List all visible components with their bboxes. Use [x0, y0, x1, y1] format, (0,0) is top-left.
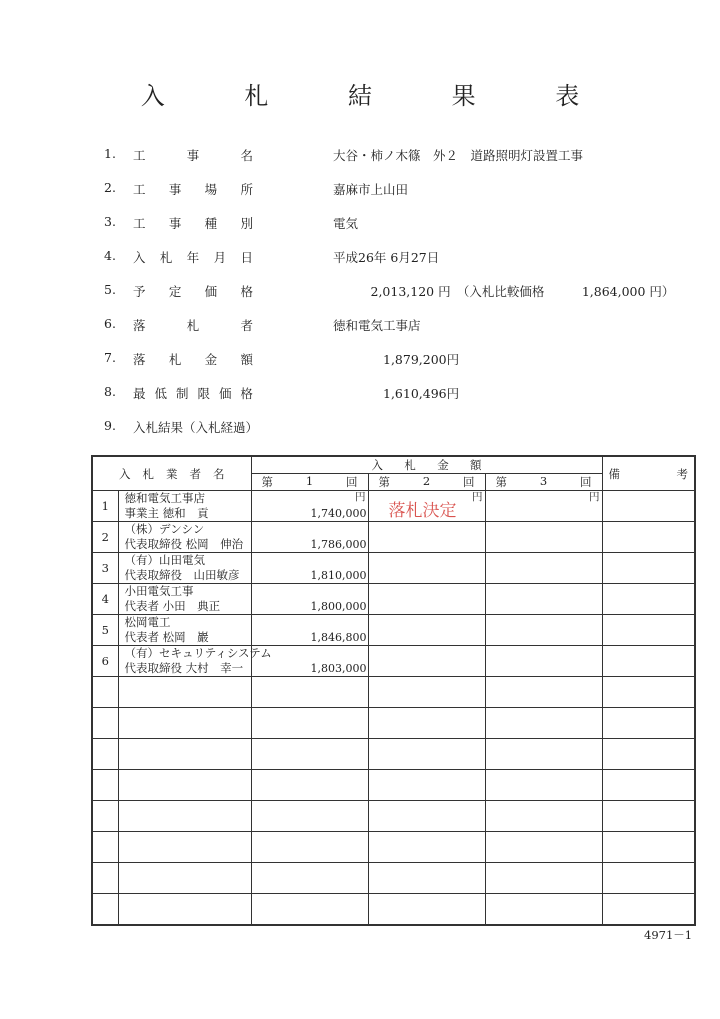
table-row: [92, 615, 695, 646]
empty-cell: [602, 677, 695, 708]
bidder-name: [118, 646, 272, 677]
bidder-representative: 事業主 徳和 貢: [124, 506, 209, 520]
header-char: 者: [189, 466, 201, 481]
row-number: 5: [92, 615, 118, 646]
info-label-char: 入: [133, 250, 146, 265]
empty-cell: [485, 770, 602, 801]
info-row: [0, 180, 720, 200]
header-char: 考: [676, 466, 689, 481]
info-label-char: 最: [133, 386, 146, 401]
bid-round-3: [485, 646, 602, 677]
empty-cell: [251, 863, 368, 894]
empty-cell: [602, 739, 695, 770]
bid-round-2: [368, 584, 485, 615]
empty-cell: [118, 677, 251, 708]
remarks-cell: [602, 646, 695, 677]
empty-cell: [251, 770, 368, 801]
round-char: 第: [261, 475, 273, 489]
empty-cell: [485, 677, 602, 708]
bidder-name: [118, 522, 251, 553]
info-label-char: 者: [240, 318, 253, 333]
info-row: [0, 350, 720, 370]
round-char: 回: [580, 475, 592, 489]
empty-cell: [602, 863, 695, 894]
info-label-char: 事: [186, 148, 200, 163]
empty-cell: [602, 832, 695, 863]
empty-cell: [92, 863, 118, 894]
remarks-cell: [602, 522, 695, 553]
info-label-char: 月: [213, 250, 227, 265]
header-char: 名: [213, 466, 225, 481]
info-row: [0, 316, 720, 336]
bid-amount: 1,740,000: [310, 507, 367, 520]
info-number: 4.: [104, 248, 116, 263]
empty-cell: [92, 677, 118, 708]
bidder-representative: 代表取締役 大村 幸一: [124, 661, 244, 675]
empty-row: [92, 677, 695, 708]
info-label-char: 札: [168, 352, 182, 367]
empty-row: [92, 801, 695, 832]
info-number: 1.: [104, 146, 116, 161]
info-label-text: 入札結果（入札経過）: [133, 420, 259, 435]
info-row: [0, 214, 720, 234]
bidder-company: （有）山田電気: [124, 553, 205, 567]
info-label-char: 落: [133, 318, 146, 333]
empty-cell: [251, 832, 368, 863]
bid-amount: 1,846,800: [310, 631, 367, 644]
info-label-char: 額: [240, 352, 253, 367]
info-label-char: 価: [218, 386, 232, 401]
remarks-cell: [602, 553, 695, 584]
info-label: [133, 214, 253, 232]
bid-round-1: [251, 615, 368, 646]
empty-cell: [485, 863, 602, 894]
info-value: 2,013,120 円 （入札比較価格 1,864,000 円）: [333, 284, 675, 299]
bid-round-3: [485, 553, 602, 584]
round-char: 回: [462, 475, 475, 489]
bidder-representative: 代表者 松岡 巖: [124, 630, 209, 644]
empty-cell: [368, 770, 485, 801]
empty-cell: [602, 801, 695, 832]
empty-cell: [118, 708, 251, 739]
bidder-name: [118, 553, 251, 584]
award-stamp: 落札決定: [388, 501, 457, 521]
bid-amount: 1,786,000: [310, 538, 367, 551]
info-value: 1,610,496円: [333, 386, 460, 401]
empty-cell: [485, 894, 602, 925]
info-label-char: 日: [240, 250, 253, 265]
bidder-name: [118, 615, 251, 646]
info-label-char: 予: [133, 284, 146, 299]
round-label: [486, 474, 602, 490]
empty-cell: [118, 863, 251, 894]
info-label-char: 格: [240, 386, 253, 401]
info-number: 3.: [104, 214, 116, 229]
round-header: [251, 474, 368, 491]
info-label-char: 定: [168, 284, 182, 299]
empty-cell: [118, 894, 251, 925]
empty-cell: [485, 801, 602, 832]
bidder-company: （有）セキュリティシステム: [124, 646, 272, 660]
empty-cell: [118, 801, 251, 832]
bidder-representative: 代表取締役 山田敏彦: [124, 568, 240, 582]
empty-cell: [368, 739, 485, 770]
header-bidder-name: [92, 456, 251, 491]
bid-amount: 1,810,000: [310, 569, 367, 582]
row-number: 2: [92, 522, 118, 553]
bid-round-3: [485, 615, 602, 646]
info-value: 1,879,200円: [333, 352, 460, 367]
yen-unit: 円: [355, 491, 366, 503]
header-remarks: [602, 456, 695, 491]
info-row: [0, 282, 720, 302]
table-row: [92, 522, 695, 553]
bid-amount: 1,803,000: [310, 662, 367, 675]
bidder-company: 小田電気工事: [124, 584, 194, 598]
header-char: 金: [437, 458, 449, 472]
empty-cell: [368, 801, 485, 832]
info-value: 平成26年 6月27日: [333, 250, 440, 265]
round-header: [485, 474, 602, 491]
bid-round-3: [485, 584, 602, 615]
info-value: 電気: [333, 216, 359, 231]
info-label-char: 事: [168, 182, 182, 197]
empty-cell: [368, 863, 485, 894]
empty-cell: [485, 832, 602, 863]
info-label: [133, 282, 253, 300]
table-row: [92, 553, 695, 584]
empty-row: [92, 894, 695, 925]
info-label: [133, 350, 253, 368]
info-row: [0, 248, 720, 268]
bid-round-2: [368, 615, 485, 646]
info-label-char: 低: [154, 386, 167, 401]
info-label-char: 工: [133, 148, 146, 163]
round-char: 第: [378, 475, 390, 489]
bidder-representative: 代表取締役 松岡 伸治: [124, 537, 244, 551]
info-value: 徳和電気工事店: [333, 318, 421, 333]
info-label-char: 年: [186, 250, 200, 265]
table-row: [92, 646, 695, 677]
info-label: [133, 180, 253, 198]
bid-round-1: [251, 646, 368, 677]
empty-cell: [251, 708, 368, 739]
info-row: [0, 418, 720, 438]
header-char: 額: [470, 458, 482, 472]
info-label-char: 限: [197, 386, 210, 401]
info-label: [133, 384, 253, 402]
header-char: 入: [119, 466, 131, 481]
empty-cell: [92, 708, 118, 739]
round-char: 1: [305, 474, 314, 488]
empty-cell: [251, 801, 368, 832]
info-number: 8.: [104, 384, 116, 399]
page-title: 入 札 結 果 表: [140, 82, 616, 110]
empty-cell: [92, 801, 118, 832]
empty-cell: [368, 708, 485, 739]
empty-cell: [602, 708, 695, 739]
bid-round-1: [251, 491, 368, 522]
empty-row: [92, 739, 695, 770]
info-label-char: 工: [133, 182, 146, 197]
row-number: 3: [92, 553, 118, 584]
remarks-cell: [602, 615, 695, 646]
info-number: 2.: [104, 180, 116, 195]
bid-round-2: [368, 522, 485, 553]
remarks-cell: [602, 491, 695, 522]
info-label-char: 制: [175, 386, 189, 401]
bidder-company: （株）デンシン: [124, 522, 205, 536]
remarks-cell: [602, 584, 695, 615]
info-label-char: 名: [240, 148, 253, 163]
empty-cell: [118, 832, 251, 863]
empty-cell: [368, 832, 485, 863]
info-label-char: 落: [133, 352, 146, 367]
info-label-char: 札: [186, 318, 200, 333]
info-value: 大谷・柿ノ木篠 外２ 道路照明灯設置工事: [333, 148, 584, 163]
round-header: [368, 474, 485, 491]
round-char: 2: [422, 474, 431, 488]
info-label-char: 別: [240, 216, 253, 231]
bidder-name: [118, 491, 251, 522]
info-number: 7.: [104, 350, 116, 365]
info-label-char: 札: [159, 250, 173, 265]
info-value: 嘉麻市上山田: [333, 182, 409, 197]
header-char: 札: [142, 466, 154, 481]
info-label: [133, 146, 253, 164]
header-char: 入: [371, 458, 383, 472]
bid-round-1: [251, 553, 368, 584]
empty-row: [92, 863, 695, 894]
empty-cell: [251, 894, 368, 925]
empty-cell: [92, 739, 118, 770]
empty-row: [92, 832, 695, 863]
round-label: [252, 474, 368, 490]
info-label-char: 金: [204, 352, 218, 367]
empty-cell: [602, 894, 695, 925]
header-char: 札: [404, 458, 416, 472]
info-row: [0, 384, 720, 404]
bidder-company: 徳和電気工事店: [124, 491, 205, 505]
info-label-char: 価: [204, 284, 218, 299]
round-char: 3: [539, 474, 548, 488]
bid-round-2: [368, 491, 485, 522]
yen-unit: 円: [589, 491, 600, 503]
empty-cell: [368, 677, 485, 708]
bid-round-1: [251, 522, 368, 553]
info-row: [0, 146, 720, 166]
bid-round-3: [485, 491, 602, 522]
row-number: 1: [92, 491, 118, 522]
empty-cell: [118, 770, 251, 801]
info-label-char: 工: [133, 216, 146, 231]
yen-unit: 円: [472, 491, 483, 503]
info-number: 5.: [104, 282, 116, 297]
empty-cell: [251, 677, 368, 708]
bid-round-1: [251, 584, 368, 615]
header-char: 業: [166, 466, 178, 481]
row-number: 4: [92, 584, 118, 615]
info-label-char: 事: [168, 216, 182, 231]
bid-round-2: [368, 646, 485, 677]
info-number: 6.: [104, 316, 116, 331]
info-label-char: 種: [204, 216, 218, 231]
bid-amount: 1,800,000: [310, 600, 367, 613]
empty-cell: [368, 894, 485, 925]
round-char: 第: [495, 475, 507, 489]
empty-cell: [92, 832, 118, 863]
info-label: [133, 316, 253, 334]
empty-cell: [92, 770, 118, 801]
bidder-name: [118, 584, 251, 615]
empty-cell: [485, 708, 602, 739]
bid-results-table: [91, 455, 696, 926]
info-label-char: 所: [240, 182, 253, 197]
info-label-char: 場: [204, 182, 218, 197]
bidder-representative: 代表者 小田 典正: [124, 599, 221, 613]
document-code: 4971－1: [644, 928, 693, 942]
header-bid-amount: [251, 456, 602, 474]
info-label: [133, 248, 253, 266]
empty-cell: [92, 894, 118, 925]
info-label-char: 格: [240, 284, 253, 299]
header-char: 備: [608, 466, 621, 481]
empty-cell: [602, 770, 695, 801]
info-label: [133, 418, 258, 436]
row-number: 6: [92, 646, 118, 677]
info-number: 9.: [104, 418, 116, 433]
bid-round-3: [485, 522, 602, 553]
empty-cell: [485, 739, 602, 770]
round-char: 回: [345, 475, 358, 489]
empty-row: [92, 708, 695, 739]
bidder-company: 松岡電工: [124, 615, 171, 629]
empty-row: [92, 770, 695, 801]
table-row: [92, 491, 695, 522]
empty-cell: [118, 739, 251, 770]
bid-round-2: [368, 553, 485, 584]
table-row: [92, 584, 695, 615]
round-label: [369, 474, 485, 490]
empty-cell: [251, 739, 368, 770]
